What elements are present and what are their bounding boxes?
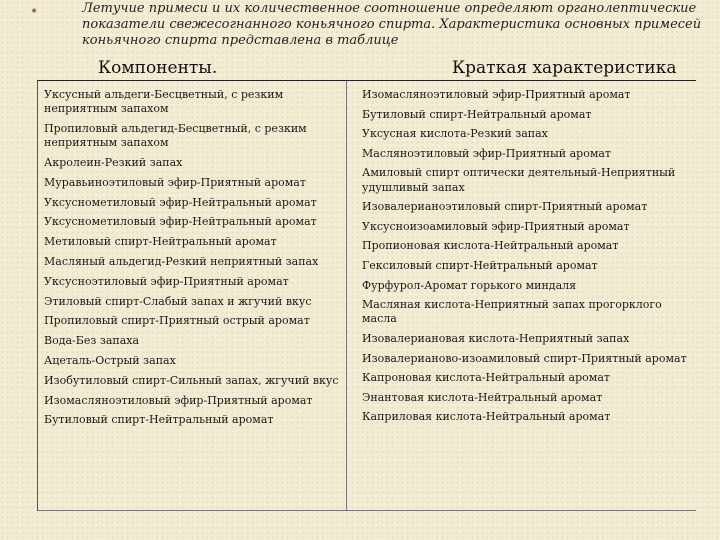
table-row: Изобутиловый спирт-Сильный запах, жгучий вкус: [44, 373, 339, 387]
table-row: Пропиловый альдегид-Бесцветный, с резким неприятным запахом: [44, 122, 307, 150]
table-row: Масляная кислота-Неприятный запах прогорклого масла: [362, 298, 662, 326]
table-row: Амиловый спирт оптически деятельный-Неприятный удушливый запах: [362, 166, 676, 194]
table-row: Капроновая кислота-Нейтральный аромат: [362, 371, 610, 385]
bullet-icon: •: [30, 4, 39, 20]
components-column-left: [44, 88, 344, 433]
table-row: Бутиловый спирт-Нейтральный аромат: [44, 413, 274, 427]
intro-paragraph: Летучие примеси и их количественное соотношение определяют органолептические показатели свежесогнанного коньячного спирта. Характеристика основных примесей коньячного спирта представлена в таблице: [82, 1, 702, 48]
column-divider: [346, 81, 347, 510]
table-row: Изовалерианоэтиловый спирт-Приятный аромат: [362, 200, 648, 214]
table-row: Бутиловый спирт-Нейтральный аромат: [362, 107, 592, 121]
components-column-right: [362, 88, 692, 430]
table-row: Этиловый спирт-Слабый запах и жгучий вкус: [44, 294, 312, 308]
table-row: Изовалерианово-изоамиловый спирт-Приятный аромат: [362, 351, 687, 365]
table-row: Уксусный альдеги-Бесцветный, с резким неприятным запахом: [44, 88, 284, 116]
table-row: Уксусная кислота-Резкий запах: [362, 127, 548, 141]
table-row: Пропионовая кислота-Нейтральный аромат: [362, 239, 619, 253]
table-row: Акролеин-Резкий запах: [44, 156, 183, 169]
table-row: Пропиловый спирт-Приятный острый аромат: [44, 314, 310, 328]
table-row: Вода-Без запаха: [44, 334, 140, 348]
table-row: Гексиловый спирт-Нейтральный аромат: [362, 258, 598, 272]
table-row: Энантовая кислота-Нейтральный аромат: [362, 390, 603, 404]
table-row: Изомасляноэтиловый эфир-Приятный аромат: [362, 88, 631, 101]
header-components: Компоненты.: [98, 58, 218, 78]
table-row: Каприловая кислота-Нейтральный аромат: [362, 410, 611, 424]
table-row: Муравьиноэтиловый эфир-Приятный аромат: [44, 175, 306, 189]
table-row: Масляный альдегид-Резкий неприятный запах: [44, 254, 319, 268]
table-row: Уксусноэтиловый эфир-Приятный аромат: [44, 274, 289, 288]
table-row: Изомасляноэтиловый эфир-Приятный аромат: [44, 393, 313, 407]
table-row: Фурфурол-Аромат горького миндаля: [362, 278, 577, 292]
table-row: Ацеталь-Острый запах: [44, 353, 176, 367]
table-row: Изовалериановая кислота-Неприятный запах: [362, 331, 630, 345]
table-row: Метиловый спирт-Нейтральный аромат: [44, 235, 277, 249]
table-row: Уксусноизоамиловый эфир-Приятный аромат: [362, 219, 630, 233]
table-row: Уксуснометиловый эфир-Нейтральный аромат: [44, 215, 317, 229]
header-characteristics: Краткая характеристика: [452, 58, 677, 78]
table-row: Масляноэтиловый эфир-Приятный аромат: [362, 146, 612, 160]
table-row: Уксуснометиловый эфир-Нейтральный аромат: [44, 195, 317, 209]
